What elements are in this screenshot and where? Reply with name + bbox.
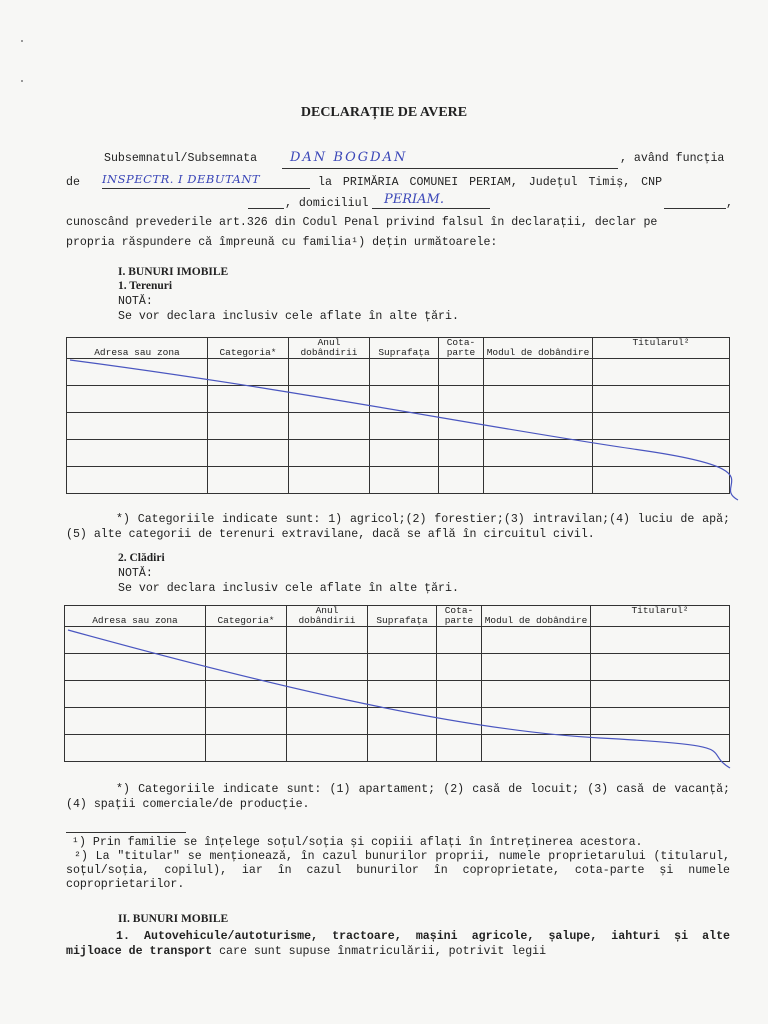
col-header: Suprafața xyxy=(368,606,437,627)
col-header: Titularul² xyxy=(593,338,730,359)
section-2-item-1 xyxy=(66,929,730,959)
col-header: Categoria* xyxy=(208,338,289,359)
col-header: Modul de dobândire xyxy=(482,606,591,627)
footnote-rule xyxy=(66,832,186,833)
col-header: Cota-parte xyxy=(437,606,482,627)
col-header: Titularul² xyxy=(591,606,730,627)
terenuri-footnote: *) Categoriile indicate sunt: 1) agricol;(2) forestier;(3) intravilan;(4) luciu de apă;(5) alte categorii de terenuri extravilane, dacă se află în circuitul civil. xyxy=(66,513,730,541)
domicile-value: PERIAM. xyxy=(384,192,444,207)
footnote-2: ²) La "titular" se menționează, în cazul bunurilor proprii, numele proprietarului (titularul, soțul/soția, copilul), iar în cazul bunurilor în coproprietate, cota-parte și numele coproprietarilor. xyxy=(66,850,730,891)
item-1-rest: care sunt supuse înmatriculării, potrivit legii xyxy=(212,945,547,958)
la-label: la PRIMĂRIA COMUNEI PERIAM, Județul Timiș, CNP xyxy=(318,176,663,189)
section-1-heading: I. BUNURI IMOBILE xyxy=(118,266,229,278)
nota-label: NOTĂ: xyxy=(118,295,153,308)
intro-line-4: propria răspundere că împreună cu familia¹) dețin următoarele: xyxy=(66,236,498,249)
footnote-1: ¹) Prin familie se înțelege soțul/soția și copiii aflați în întreținerea acestora. xyxy=(72,836,643,849)
col-header: Suprafața xyxy=(370,338,439,359)
de-label: de xyxy=(66,176,80,189)
cladiri-footnote: *) Categoriile indicate sunt: (1) apartament; (2) casă de locuit; (3) casă de vacanță; (4) spații comerciale/de producție. xyxy=(66,783,730,811)
cladiri-heading: 2. Clădiri xyxy=(118,552,165,564)
item-1-bold: 1. Autovehicule/autoturisme, tractoare, mașini agricole, șalupe, iahturi și alte mijloace de transport xyxy=(66,930,730,958)
functia-label: , având funcția xyxy=(620,152,725,165)
function-value: INSPECTR. I DEBUTANT xyxy=(102,172,261,186)
domicile-comma: , xyxy=(726,197,733,210)
domiciliul-label: , domiciliul xyxy=(285,197,369,210)
nota-text: Se vor declara inclusiv cele aflate în alte țări. xyxy=(118,310,459,323)
page-title: DECLARAȚIE DE AVERE xyxy=(300,105,468,120)
col-header: Cota-parte xyxy=(439,338,484,359)
nota2-text: Se vor declara inclusiv cele aflate în alte țări. xyxy=(118,582,459,595)
col-header: Modul de dobândire xyxy=(484,338,593,359)
subsemnatul-label: Subsemnatul/Subsemnata xyxy=(104,152,258,165)
name-value: DAN BOGDAN xyxy=(290,150,408,165)
col-header: Anul dobândirii xyxy=(289,338,370,359)
col-header: Adresa sau zona xyxy=(65,606,206,627)
section-2-heading: II. BUNURI MOBILE xyxy=(118,913,229,925)
intro-line-3: cunoscând prevederile art.326 din Codul Penal privind falsul în declarații, declar pe xyxy=(66,216,658,229)
nota2-label: NOTĂ: xyxy=(118,567,153,580)
terenuri-heading: 1. Terenuri xyxy=(118,280,173,292)
col-header: Adresa sau zona xyxy=(67,338,208,359)
col-header: Categoria* xyxy=(206,606,287,627)
col-header: Anul dobândirii xyxy=(287,606,368,627)
